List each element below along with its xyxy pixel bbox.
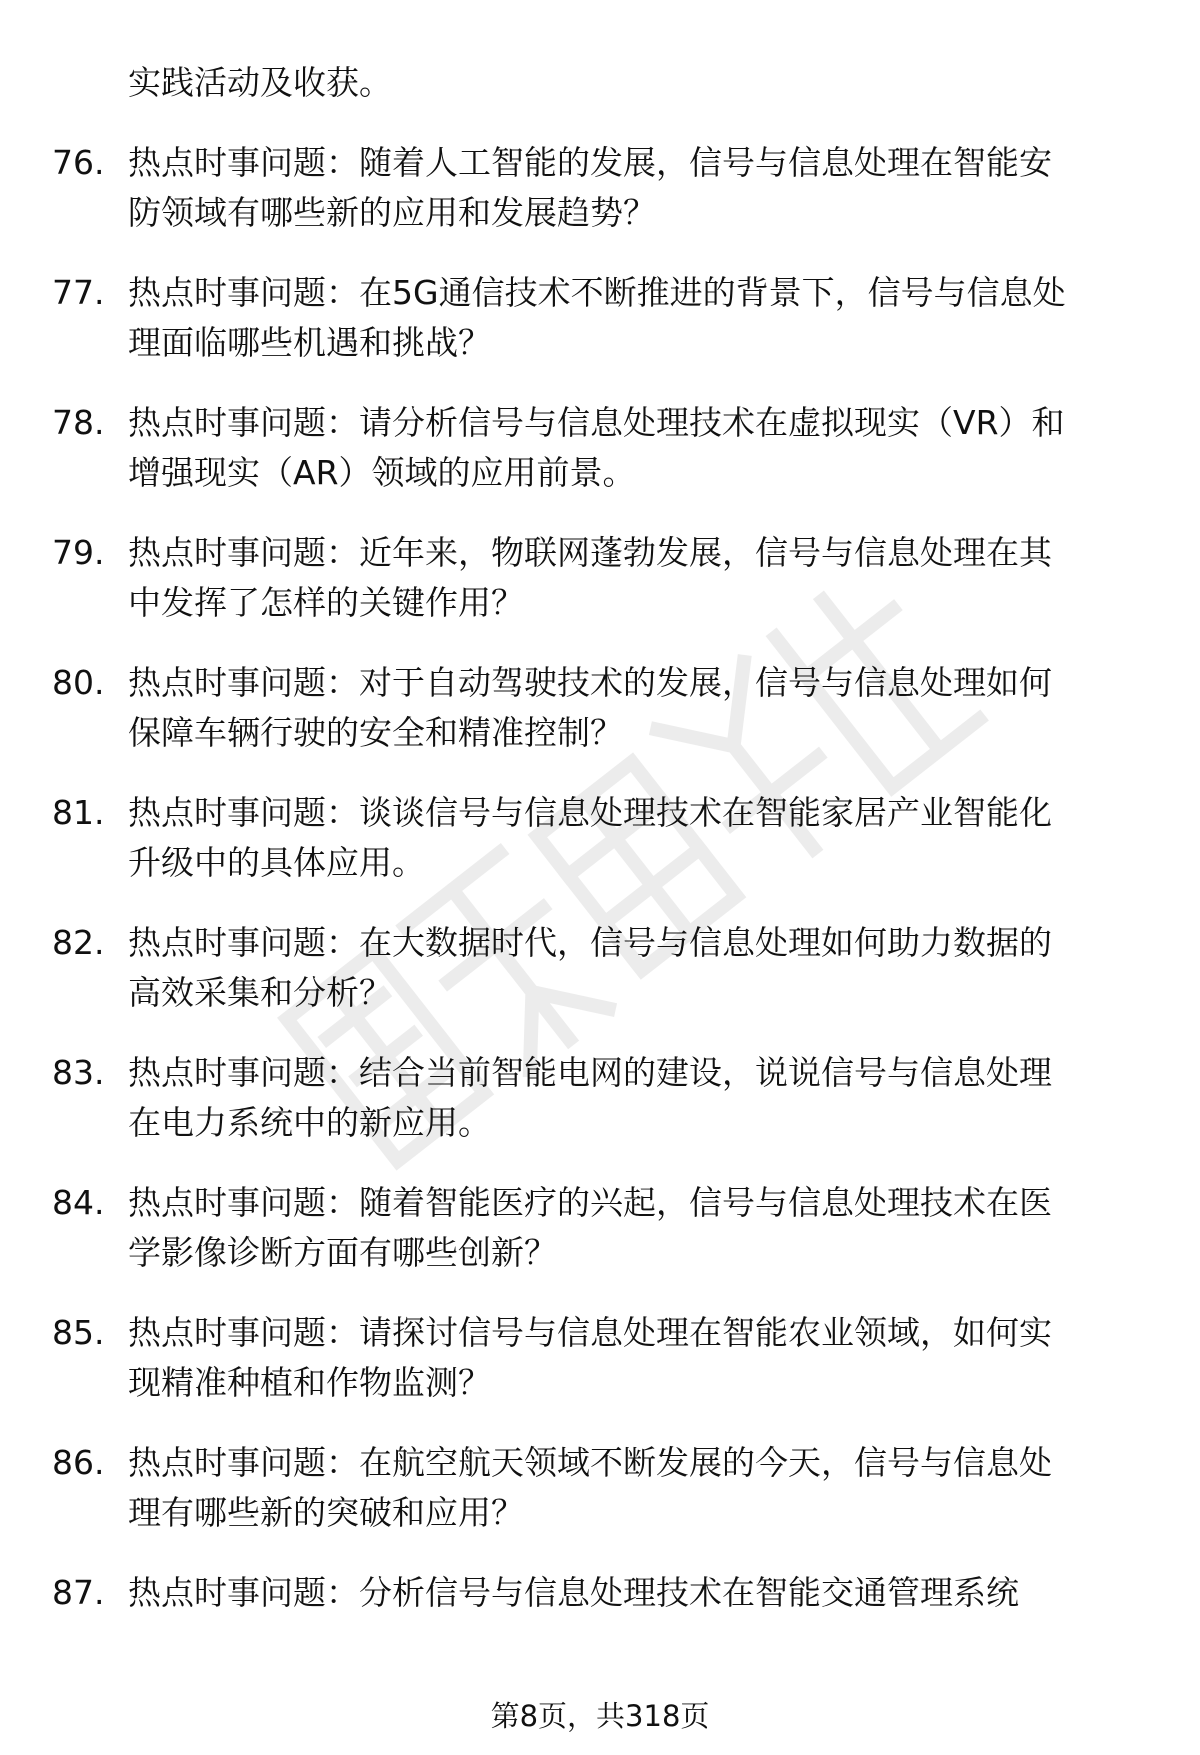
question-text: [128, 1438, 1168, 1538]
page-footer: 第8页，共318页: [490, 1699, 710, 1733]
list-item: [0, 1308, 1200, 1408]
question-text-line: 理有哪些新的突破和应用？: [128, 1493, 524, 1532]
list-item: [0, 398, 1200, 498]
question-text: [128, 1178, 1168, 1278]
question-text-line: 热点时事问题：随着智能医疗的兴起，信号与信息处理技术在医: [128, 1183, 1052, 1222]
list-item: [0, 268, 1200, 368]
list-item: [0, 918, 1200, 1018]
question-text-line: 增强现实（AR）领域的应用前景。: [128, 453, 636, 492]
question-text-line: 热点时事问题：近年来，物联网蓬勃发展，信号与信息处理在其: [128, 533, 1052, 572]
question-number: 83.: [52, 1053, 105, 1092]
question-text-line: 现精准种植和作物监测？: [128, 1363, 491, 1402]
question-text: [128, 658, 1168, 758]
question-text: [128, 918, 1168, 1018]
question-text-line: 热点时事问题：在大数据时代，信号与信息处理如何助力数据的: [128, 923, 1052, 962]
continuation-text: 实践活动及收获。: [128, 63, 392, 102]
question-text-line: 中发挥了怎样的关键作用？: [128, 583, 524, 622]
question-number: 76.: [52, 143, 105, 182]
question-text-line: 热点时事问题：谈谈信号与信息处理技术在智能家居产业智能化: [128, 793, 1052, 832]
list-item: [0, 138, 1200, 238]
list-item: [0, 658, 1200, 758]
question-number: 81.: [52, 793, 105, 832]
list-item: [0, 788, 1200, 888]
document-body: [0, 58, 1200, 1618]
question-text-line: 热点时事问题：分析信号与信息处理技术在智能交通管理系统: [128, 1573, 1019, 1612]
question-number: 80.: [52, 663, 105, 702]
question-number: 85.: [52, 1313, 105, 1352]
question-text-line: 热点时事问题：对于自动驾驶技术的发展，信号与信息处理如何: [128, 663, 1052, 702]
question-text: [128, 528, 1168, 628]
question-text-line: 防领域有哪些新的应用和发展趋势？: [128, 193, 656, 232]
list-item: [0, 1568, 1200, 1618]
list-item: [0, 528, 1200, 628]
question-number: 87.: [52, 1573, 105, 1612]
list-item: [0, 1048, 1200, 1148]
question-text: [128, 398, 1168, 498]
question-text: [128, 138, 1168, 238]
question-text-line: 升级中的具体应用。: [128, 843, 425, 882]
question-text-line: 热点时事问题：结合当前智能电网的建设，说说信号与信息处理: [128, 1053, 1052, 1092]
question-text-line: 热点时事问题：随着人工智能的发展，信号与信息处理在智能安: [128, 143, 1052, 182]
question-text-line: 热点时事问题：请探讨信号与信息处理在智能农业领域，如何实: [128, 1313, 1052, 1352]
question-text-line: 理面临哪些机遇和挑战？: [128, 323, 491, 362]
question-text-line: 热点时事问题：在5G通信技术不断推进的背景下，信号与信息处: [128, 273, 1066, 312]
question-text: [128, 1568, 1168, 1618]
question-text-line: 热点时事问题：请分析信号与信息处理技术在虚拟现实（VR）和: [128, 403, 1065, 442]
question-text-line: 学影像诊断方面有哪些创新？: [128, 1233, 557, 1272]
list-item: [0, 1178, 1200, 1278]
question-number: 79.: [52, 533, 105, 572]
list-item: [0, 1438, 1200, 1538]
question-text: [128, 1308, 1168, 1408]
question-number: 84.: [52, 1183, 105, 1222]
question-number: 78.: [52, 403, 105, 442]
question-text-line: 保障车辆行驶的安全和精准控制？: [128, 713, 623, 752]
question-text-line: 高效采集和分析？: [128, 973, 392, 1012]
question-number: 77.: [52, 273, 105, 312]
question-text-line: 热点时事问题：在航空航天领域不断发展的今天，信号与信息处: [128, 1443, 1052, 1482]
question-text: [128, 268, 1168, 368]
question-text: [128, 1048, 1168, 1148]
question-number: 82.: [52, 923, 105, 962]
question-text-line: 在电力系统中的新应用。: [128, 1103, 491, 1142]
question-number: 86.: [52, 1443, 105, 1482]
question-list: [0, 138, 1200, 1618]
question-text: [128, 788, 1168, 888]
